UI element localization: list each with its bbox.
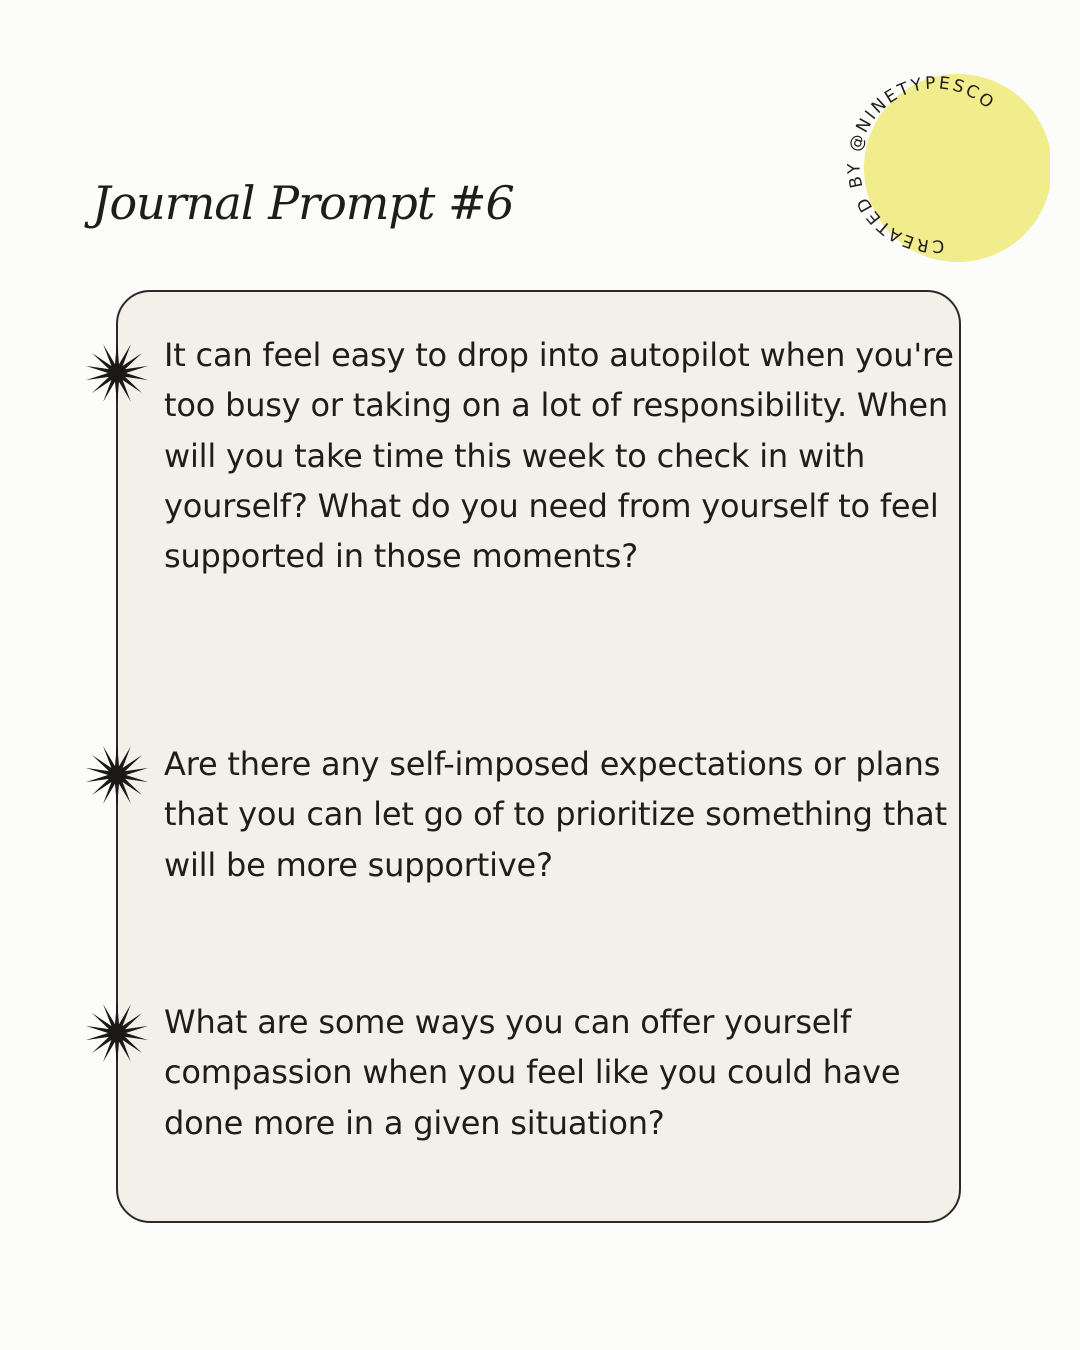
starburst-icon — [84, 742, 150, 808]
starburst-icon — [84, 340, 150, 406]
prompt-text-1: It can feel easy to drop into autopilot when you're too busy or taking on a lot of responsibility. When will you take time this week to check in with yourself? What do you need from yourself to feel supported in those moments? — [164, 336, 954, 576]
created-by-badge — [830, 58, 1050, 278]
badge-graphic — [830, 58, 1050, 278]
badge-text: CREATED BY @NINETYPESCO — [844, 73, 1000, 256]
prompt-text-2: Are there any self-imposed expectations or plans that you can let go of to prioritize something that will be more supportive? — [164, 745, 947, 884]
prompt-text-3: What are some ways you can offer yourself compassion when you feel like you could have done more in a given situation? — [164, 1003, 901, 1142]
starburst-icon — [84, 1000, 150, 1066]
page-title: Journal Prompt #6 — [92, 176, 514, 230]
